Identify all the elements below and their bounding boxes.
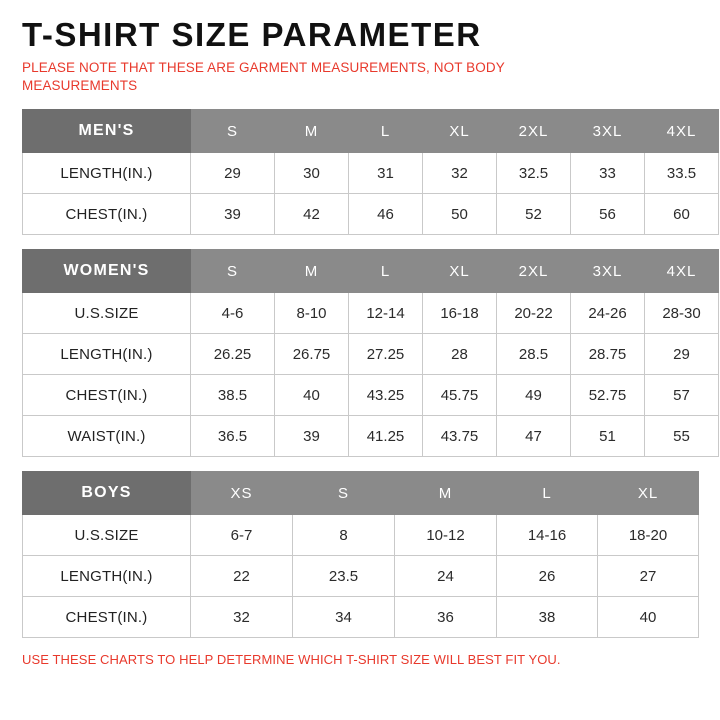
table-row [23, 515, 699, 556]
table-header-row [23, 110, 719, 153]
row-label: LENGTH(IN.) [23, 334, 191, 375]
table-cell: 45.75 [423, 375, 497, 416]
header-cell: 4XL [645, 110, 719, 153]
table-cell: 8-10 [275, 293, 349, 334]
table-cell: 60 [645, 194, 719, 235]
table-cell: 32 [191, 597, 293, 638]
table-cell: 40 [598, 597, 699, 638]
table-cell: 30 [275, 153, 349, 194]
footer-note: USE THESE CHARTS TO HELP DETERMINE WHICH T-SHIRT SIZE WILL BEST FIT YOU. [22, 652, 561, 668]
table-cell: 32.5 [497, 153, 571, 194]
table-cell: 27.25 [349, 334, 423, 375]
header-cell: M [275, 250, 349, 293]
row-label: CHEST(IN.) [23, 194, 191, 235]
table-cell: 6-7 [191, 515, 293, 556]
table-cell: 52.75 [571, 375, 645, 416]
header-cell: L [349, 110, 423, 153]
table-cell: 24 [395, 556, 497, 597]
header-cell: 3XL [571, 250, 645, 293]
table-cell: 24-26 [571, 293, 645, 334]
table-cell: 36.5 [191, 416, 275, 457]
table-cell: 22 [191, 556, 293, 597]
table-cell: 27 [598, 556, 699, 597]
header-cell: S [191, 250, 275, 293]
table-row [23, 556, 699, 597]
table-cell: 16-18 [423, 293, 497, 334]
measurement-note: PLEASE NOTE THAT THESE ARE GARMENT MEASUREMENTS, NOT BODY MEASUREMENTS [22, 59, 505, 93]
table-row [23, 375, 719, 416]
header-cell: 2XL [497, 110, 571, 153]
header-cell: 4XL [645, 250, 719, 293]
table-cell: 50 [423, 194, 497, 235]
header-cell: S [293, 472, 395, 515]
womens-size-table [22, 249, 719, 457]
table-header-row [23, 250, 719, 293]
row-label: WAIST(IN.) [23, 416, 191, 457]
table-cell: 47 [497, 416, 571, 457]
header-cell: M [395, 472, 497, 515]
header-cell: XS [191, 472, 293, 515]
row-label: LENGTH(IN.) [23, 153, 191, 194]
header-cell: M [275, 110, 349, 153]
table-row [23, 153, 719, 194]
table-cell: 26.25 [191, 334, 275, 375]
table-cell: 38 [497, 597, 598, 638]
boys-size-table [22, 471, 699, 638]
table-cell: 23.5 [293, 556, 395, 597]
table-cell: 43.75 [423, 416, 497, 457]
table-cell: 14-16 [497, 515, 598, 556]
table-cell: 34 [293, 597, 395, 638]
header-cell: 3XL [571, 110, 645, 153]
row-label: U.S.SIZE [23, 293, 191, 334]
table-cell: 33.5 [645, 153, 719, 194]
table-cell: 38.5 [191, 375, 275, 416]
table-cell: 31 [349, 153, 423, 194]
row-label: U.S.SIZE [23, 515, 191, 556]
table-header-row [23, 472, 699, 515]
table-cell: 8 [293, 515, 395, 556]
table-cell: 28-30 [645, 293, 719, 334]
table-cell: 42 [275, 194, 349, 235]
table-cell: 52 [497, 194, 571, 235]
page-title: T-SHIRT SIZE PARAMETER [22, 16, 482, 53]
table-cell: 29 [191, 153, 275, 194]
table-cell: 36 [395, 597, 497, 638]
header-cell: XL [598, 472, 699, 515]
header-cell: MEN'S [23, 110, 191, 153]
table-cell: 26.75 [275, 334, 349, 375]
header-cell: XL [423, 110, 497, 153]
header-cell: L [497, 472, 598, 515]
header-cell: BOYS [23, 472, 191, 515]
table-cell: 28.5 [497, 334, 571, 375]
row-label: CHEST(IN.) [23, 375, 191, 416]
table-cell: 49 [497, 375, 571, 416]
table-cell: 4-6 [191, 293, 275, 334]
header-cell: WOMEN'S [23, 250, 191, 293]
mens-size-table [22, 109, 719, 235]
table-cell: 46 [349, 194, 423, 235]
table-cell: 39 [191, 194, 275, 235]
row-label: LENGTH(IN.) [23, 556, 191, 597]
table-cell: 39 [275, 416, 349, 457]
header-cell: S [191, 110, 275, 153]
table-cell: 56 [571, 194, 645, 235]
table-cell: 18-20 [598, 515, 699, 556]
table-cell: 26 [497, 556, 598, 597]
table-cell: 51 [571, 416, 645, 457]
table-cell: 29 [645, 334, 719, 375]
header-cell: XL [423, 250, 497, 293]
table-cell: 32 [423, 153, 497, 194]
table-cell: 20-22 [497, 293, 571, 334]
table-row [23, 416, 719, 457]
table-cell: 40 [275, 375, 349, 416]
row-label: CHEST(IN.) [23, 597, 191, 638]
table-cell: 43.25 [349, 375, 423, 416]
table-cell: 33 [571, 153, 645, 194]
table-cell: 10-12 [395, 515, 497, 556]
table-row [23, 597, 699, 638]
table-cell: 55 [645, 416, 719, 457]
table-cell: 28.75 [571, 334, 645, 375]
table-cell: 41.25 [349, 416, 423, 457]
table-row [23, 334, 719, 375]
table-cell: 28 [423, 334, 497, 375]
table-row [23, 194, 719, 235]
header-cell: L [349, 250, 423, 293]
table-cell: 57 [645, 375, 719, 416]
table-row [23, 293, 719, 334]
table-cell: 12-14 [349, 293, 423, 334]
header-cell: 2XL [497, 250, 571, 293]
